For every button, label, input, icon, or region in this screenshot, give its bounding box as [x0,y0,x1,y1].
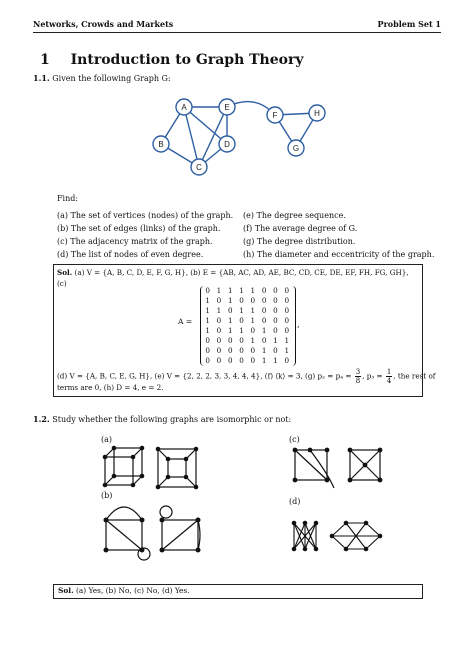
matrix-cell: 0 [239,356,244,365]
matrix-cell: 1 [250,316,256,325]
p3-text: , p₃ = [362,371,383,381]
matrix-cell: 0 [239,346,244,355]
solution-1-line-1 [57,268,419,277]
matrix-cell: 0 [239,296,244,305]
fraction-denominator: 4 [386,377,392,385]
matrix-cell: 0 [216,346,222,355]
matrix-cell: 1 [284,346,290,355]
matrix-row [202,296,294,306]
section-title [40,52,303,68]
matrix-cell: 0 [216,356,222,365]
graph-node-label: G [292,144,300,153]
matrix-cell: 0 [261,316,267,325]
matrix-cell: 0 [250,326,256,335]
solution-2-label: Sol. [58,586,74,595]
matrix-cell: 1 [239,306,244,315]
matrix-cell: 1 [227,316,233,325]
matrix-cell: 0 [273,296,278,305]
solution-1-line-2: (c) [57,279,67,288]
matrix-cell: 0 [205,286,210,295]
matrix-cell: 0 [250,296,256,305]
matrix-cell: 1 [227,326,233,335]
solution-2 [58,586,190,595]
header-right: Problem Set 1 [377,19,441,29]
matrix-cell: 0 [273,306,278,315]
problem-1-2-text: Study whether the following graphs are isomorphic or not: [52,415,292,424]
matrix-cell: 0 [284,286,290,295]
solution-1-line-4: terms are 0, (h) D = 4, e = 2. [57,383,164,392]
graph-node-label: A [181,103,187,112]
fraction-3-8 [355,368,361,385]
find-item: (b) The set of edges (links) of the graph. [57,224,221,233]
find-item: (d) The list of nodes of even degree. [57,250,204,259]
matrix-row [202,316,294,326]
matrix-cell: 0 [284,316,290,325]
matrix-cell: 0 [227,306,233,315]
problem-1-1-text: Given the following Graph G: [52,74,171,83]
matrix-cell: 0 [261,296,267,305]
matrix-cell: 1 [261,356,267,365]
find-item: (c) The adjacency matrix of the graph. [57,237,213,246]
header-left: Networks, Crowds and Markets [33,19,174,29]
matrix-cell: 0 [216,336,222,345]
matrix-row [202,306,294,316]
graph-node-label: B [158,140,164,149]
fraction-denominator: 8 [355,377,361,385]
problem-1-1-label: 1.1. [33,73,50,83]
find-item: (g) The degree distribution. [243,237,356,246]
matrix-cell: 1 [205,326,210,335]
graph-label-d: (d) [289,497,301,506]
graph-node-label: D [224,140,230,149]
matrix-row [202,346,294,356]
solution-1-label: Sol. [57,268,73,277]
matrix-cell: 0 [227,346,233,355]
matrix-cell: 0 [239,316,244,325]
matrix-cell: 1 [284,336,290,345]
find-item: (a) The set of vertices (nodes) of the graph. [57,211,234,220]
matrix-cell: 0 [273,286,278,295]
find-item: (h) The diameter and eccentricity of the graph. [243,250,435,259]
graph-node-label: E [224,103,230,112]
matrix-cell: 0 [205,356,210,365]
matrix-cell: 1 [261,346,267,355]
p2-p4-text: p₂ = p₄ = [317,371,352,381]
matrix-cell: 1 [227,286,233,295]
matrix-cell: 1 [261,326,267,335]
graph-node-label: H [314,109,320,118]
find-item: (e) The degree sequence. [243,211,346,220]
matrix-cell: 0 [216,296,222,305]
matrix-row [202,286,294,296]
graph-node-label: C [196,163,202,172]
matrix-cell: 1 [205,316,210,325]
problem-1-2 [33,414,291,424]
matrix-cell: 0 [205,346,210,355]
matrix-cell: 0 [284,326,290,335]
matrix-cell: 1 [250,336,256,345]
matrix-cell: 0 [273,326,278,335]
tail-text: , the rest of [393,371,436,381]
matrix-cell: 1 [239,286,244,295]
matrix-cell: 0 [227,356,233,365]
matrix-cell: 1 [250,306,256,315]
matrix-cell: 0 [216,316,222,325]
solution-1-d-to-g: (d) V = {A, B, C, E, G, H}, (e) V = {2, 2, 2, 3, 3, 4, 4, 4}, (f) ⟨k⟩ = 3, (g) [57,371,316,381]
matrix-row [202,326,294,336]
adjacency-matrix [200,286,296,366]
solution-1-text: (a) V = {A, B, C, D, E, F, G, H}, (b) E = {AB, AC, AD, AE, BC, CD, CE, DE, EF, FH, FG, GH}, [74,268,409,277]
matrix-label: A = [178,317,193,326]
matrix-cell: 0 [284,356,290,365]
find-list-left [57,209,233,261]
graph-a-pair [100,445,210,493]
matrix-cell: 0 [261,286,267,295]
matrix-comma: , [297,320,300,329]
matrix-cell: 0 [284,296,290,305]
graph-d-pair [288,515,392,557]
matrix-row [202,336,294,346]
fraction-numerator: 1 [386,368,392,376]
matrix-cell: 1 [239,326,244,335]
graph-node-label: F [272,111,278,120]
matrix-cell: 0 [250,356,256,365]
matrix-cell: 0 [284,306,290,315]
graph-c-pair [288,444,388,494]
matrix-cell: 1 [273,356,278,365]
graph-label-a: (a) [101,435,113,444]
matrix-cell: 1 [250,286,256,295]
solution-2-text: (a) Yes, (b) No, (c) No, (d) Yes. [76,586,190,595]
matrix-cell: 1 [205,306,210,315]
header-rule [33,32,441,33]
graph-b-pair [98,500,210,562]
find-label: Find: [57,194,79,203]
graph-label-b: (b) [101,491,113,500]
problem-1-1 [33,73,171,83]
matrix-cell: 0 [261,336,267,345]
find-item: (f) The average degree of G. [243,224,358,233]
matrix-cell: 1 [205,296,210,305]
matrix-cell: 1 [273,336,278,345]
problem-1-2-label: 1.2. [33,414,50,424]
section-number: 1 [40,52,50,68]
matrix-cell: 0 [239,336,244,345]
matrix-cell: 0 [227,336,233,345]
section-title-text: Introduction to Graph Theory [70,52,304,68]
matrix-cell: 0 [261,306,267,315]
matrix-row [202,356,294,366]
graph-g [150,95,340,180]
matrix-cell: 0 [250,346,256,355]
graph-label-c: (c) [289,435,300,444]
matrix-cell: 0 [205,336,210,345]
matrix-cell: 1 [216,286,222,295]
matrix-cell: 0 [273,346,278,355]
matrix-cell: 1 [216,306,222,315]
matrix-cell: 1 [227,296,233,305]
matrix-cell: 0 [216,326,222,335]
fraction-numerator: 3 [355,368,361,376]
matrix-cell: 0 [273,316,278,325]
find-list-right [243,209,434,261]
fraction-1-4 [386,368,392,385]
